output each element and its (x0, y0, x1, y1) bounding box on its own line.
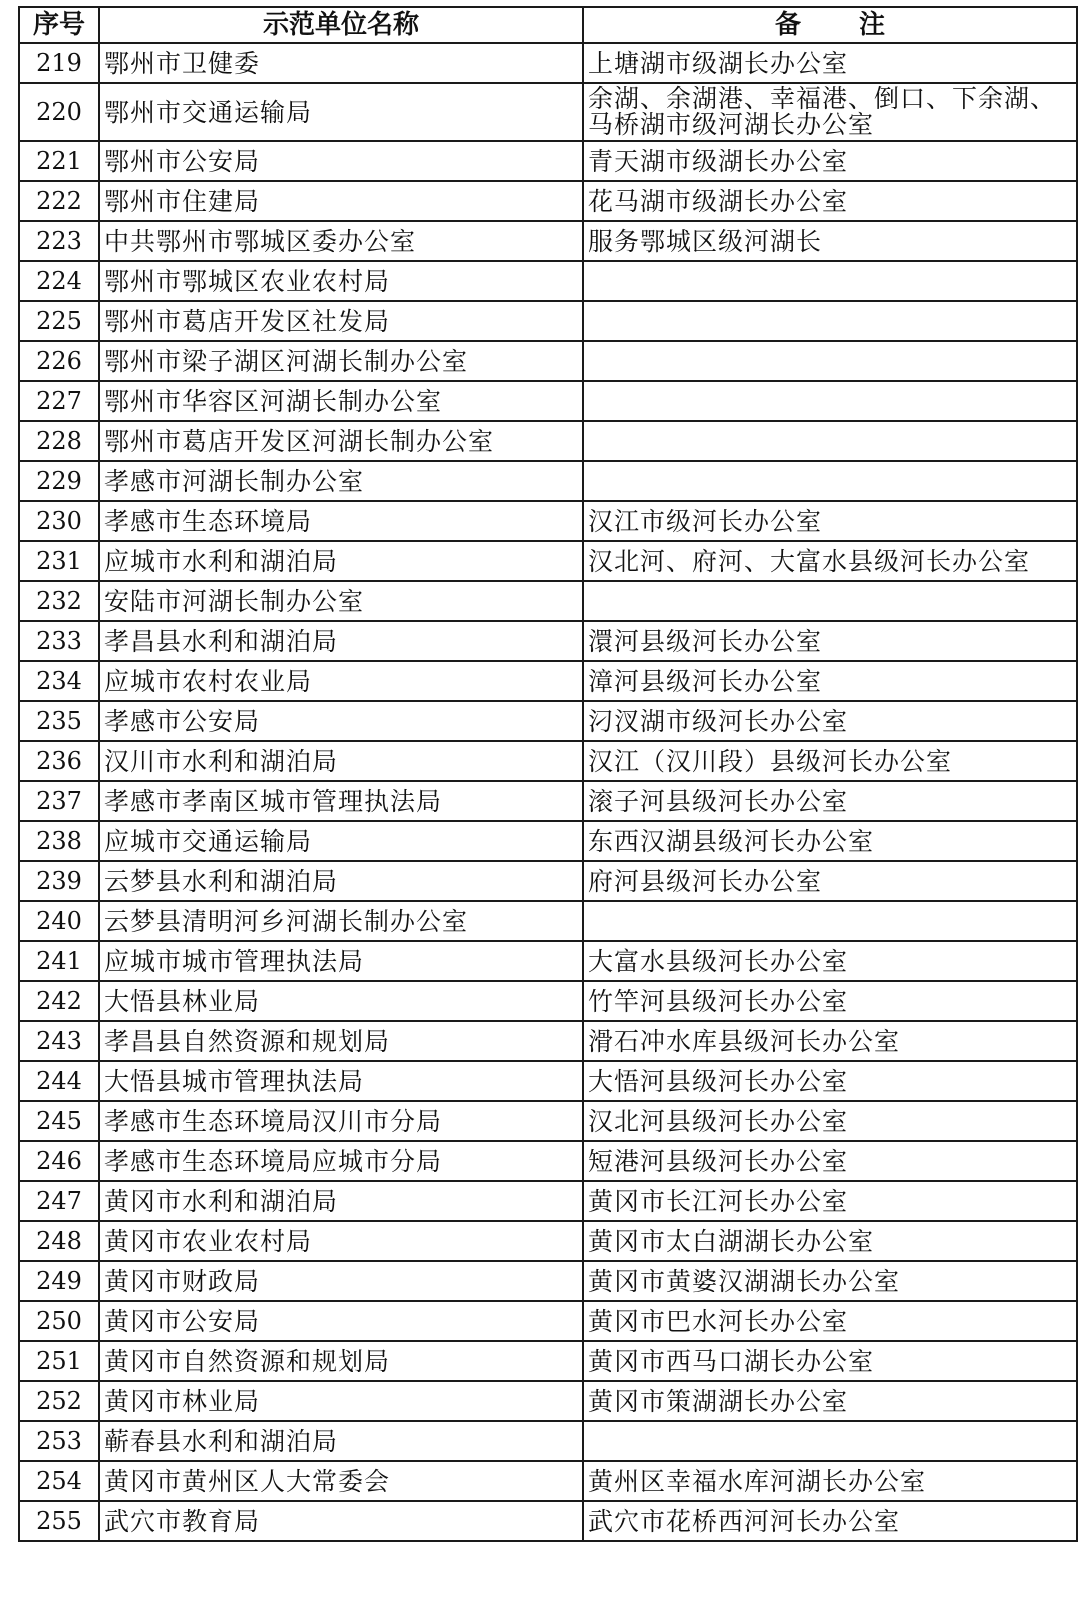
document-page (18, 6, 1076, 1542)
unit-name: 鄂州市梁子湖区河湖长制办公室 (99, 341, 583, 381)
table-row (19, 301, 1077, 341)
table-row (19, 181, 1077, 221)
unit-name: 应城市水利和湖泊局 (99, 541, 583, 581)
row-number: 220 (19, 83, 99, 141)
unit-name: 孝昌县水利和湖泊局 (99, 621, 583, 661)
remark (583, 1421, 1077, 1461)
unit-name: 鄂州市公安局 (99, 141, 583, 181)
table-body (19, 43, 1077, 1541)
row-number: 245 (19, 1101, 99, 1141)
table-row (19, 541, 1077, 581)
unit-name: 鄂州市华容区河湖长制办公室 (99, 381, 583, 421)
table-row (19, 1221, 1077, 1261)
table-row (19, 1141, 1077, 1181)
table-row (19, 781, 1077, 821)
table-row (19, 501, 1077, 541)
remark (583, 261, 1077, 301)
remark (583, 341, 1077, 381)
table-row (19, 341, 1077, 381)
remark: 东西汉湖县级河长办公室 (583, 821, 1077, 861)
row-number: 227 (19, 381, 99, 421)
remark: 武穴市花桥西河河长办公室 (583, 1501, 1077, 1541)
unit-name: 孝感市孝南区城市管理执法局 (99, 781, 583, 821)
remark (583, 301, 1077, 341)
row-number: 249 (19, 1261, 99, 1301)
remark: 短港河县级河长办公室 (583, 1141, 1077, 1181)
unit-name: 鄂州市葛店开发区社发局 (99, 301, 583, 341)
unit-name: 黄冈市林业局 (99, 1381, 583, 1421)
row-number: 255 (19, 1501, 99, 1541)
remark: 汈汊湖市级河长办公室 (583, 701, 1077, 741)
row-number: 248 (19, 1221, 99, 1261)
unit-name: 鄂州市葛店开发区河湖长制办公室 (99, 421, 583, 461)
row-number: 236 (19, 741, 99, 781)
table-row (19, 221, 1077, 261)
unit-name: 云梦县清明河乡河湖长制办公室 (99, 901, 583, 941)
table-row (19, 1461, 1077, 1501)
remark: 汉北河、府河、大富水县级河长办公室 (583, 541, 1077, 581)
table-row (19, 1261, 1077, 1301)
table-row (19, 1021, 1077, 1061)
header-remarks-right: 注 (859, 10, 886, 40)
remark (583, 381, 1077, 421)
unit-name: 大悟县城市管理执法局 (99, 1061, 583, 1101)
remark: 黄州区幸福水库河湖长办公室 (583, 1461, 1077, 1501)
remark: 竹竿河县级河长办公室 (583, 981, 1077, 1021)
row-number: 219 (19, 43, 99, 83)
row-number: 252 (19, 1381, 99, 1421)
unit-name: 孝感市河湖长制办公室 (99, 461, 583, 501)
table-row (19, 1421, 1077, 1461)
unit-name: 黄冈市财政局 (99, 1261, 583, 1301)
remark: 府河县级河长办公室 (583, 861, 1077, 901)
row-number: 222 (19, 181, 99, 221)
remark: 漳河县级河长办公室 (583, 661, 1077, 701)
unit-name: 孝感市生态环境局应城市分局 (99, 1141, 583, 1181)
header-remarks-left: 备 (774, 10, 801, 40)
row-number: 241 (19, 941, 99, 981)
unit-name: 安陆市河湖长制办公室 (99, 581, 583, 621)
table-row (19, 941, 1077, 981)
row-number: 254 (19, 1461, 99, 1501)
table-row (19, 43, 1077, 83)
remark: 滚子河县级河长办公室 (583, 781, 1077, 821)
row-number: 234 (19, 661, 99, 701)
row-number: 237 (19, 781, 99, 821)
row-number: 244 (19, 1061, 99, 1101)
row-number: 246 (19, 1141, 99, 1181)
table-row (19, 461, 1077, 501)
remark: 上塘湖市级湖长办公室 (583, 43, 1077, 83)
remark: 服务鄂城区级河湖长 (583, 221, 1077, 261)
header-no: 序号 (19, 7, 99, 43)
table-row (19, 421, 1077, 461)
row-number: 223 (19, 221, 99, 261)
row-number: 233 (19, 621, 99, 661)
table-row (19, 1381, 1077, 1421)
remark: 汉江市级河长办公室 (583, 501, 1077, 541)
row-number: 221 (19, 141, 99, 181)
unit-name: 武穴市教育局 (99, 1501, 583, 1541)
table-row (19, 83, 1077, 141)
remark: 黄冈市太白湖湖长办公室 (583, 1221, 1077, 1261)
unit-name: 黄冈市自然资源和规划局 (99, 1341, 583, 1381)
unit-name: 鄂州市住建局 (99, 181, 583, 221)
unit-name: 鄂州市鄂城区农业农村局 (99, 261, 583, 301)
remark: 黄冈市策湖湖长办公室 (583, 1381, 1077, 1421)
table-row (19, 381, 1077, 421)
row-number: 228 (19, 421, 99, 461)
table-row (19, 1061, 1077, 1101)
row-number: 243 (19, 1021, 99, 1061)
table-row (19, 1501, 1077, 1541)
unit-name: 汉川市水利和湖泊局 (99, 741, 583, 781)
unit-name: 大悟县林业局 (99, 981, 583, 1021)
row-number: 230 (19, 501, 99, 541)
remark: 汉北河县级河长办公室 (583, 1101, 1077, 1141)
row-number: 229 (19, 461, 99, 501)
remark: 花马湖市级湖长办公室 (583, 181, 1077, 221)
table-row (19, 581, 1077, 621)
table-row (19, 1301, 1077, 1341)
row-number: 235 (19, 701, 99, 741)
remark: 余湖、余湖港、幸福港、倒口、下余湖、马桥湖市级河湖长办公室 (583, 83, 1077, 141)
table-row (19, 141, 1077, 181)
remark: 大悟河县级河长办公室 (583, 1061, 1077, 1101)
row-number: 242 (19, 981, 99, 1021)
row-number: 238 (19, 821, 99, 861)
remark: 大富水县级河长办公室 (583, 941, 1077, 981)
unit-name: 孝感市生态环境局 (99, 501, 583, 541)
row-number: 231 (19, 541, 99, 581)
remark: 黄冈市黄婆汉湖湖长办公室 (583, 1261, 1077, 1301)
unit-name: 云梦县水利和湖泊局 (99, 861, 583, 901)
table-row (19, 901, 1077, 941)
remark (583, 461, 1077, 501)
table-row (19, 1101, 1077, 1141)
row-number: 253 (19, 1421, 99, 1461)
remark (583, 901, 1077, 941)
header-unit-name: 示范单位名称 (99, 7, 583, 43)
remark: 澴河县级河长办公室 (583, 621, 1077, 661)
unit-name: 蕲春县水利和湖泊局 (99, 1421, 583, 1461)
row-number: 232 (19, 581, 99, 621)
row-number: 250 (19, 1301, 99, 1341)
unit-name: 孝感市生态环境局汉川市分局 (99, 1101, 583, 1141)
header-row (19, 7, 1077, 43)
remark: 黄冈市巴水河长办公室 (583, 1301, 1077, 1341)
unit-name: 应城市农村农业局 (99, 661, 583, 701)
table-row (19, 741, 1077, 781)
unit-name: 中共鄂州市鄂城区委办公室 (99, 221, 583, 261)
unit-name: 孝昌县自然资源和规划局 (99, 1021, 583, 1061)
unit-name: 孝感市公安局 (99, 701, 583, 741)
unit-name: 应城市城市管理执法局 (99, 941, 583, 981)
unit-name: 黄冈市水利和湖泊局 (99, 1181, 583, 1221)
unit-name: 黄冈市黄州区人大常委会 (99, 1461, 583, 1501)
row-number: 247 (19, 1181, 99, 1221)
table-row (19, 981, 1077, 1021)
unit-name: 黄冈市农业农村局 (99, 1221, 583, 1261)
table-row (19, 1341, 1077, 1381)
table-row (19, 621, 1077, 661)
remark: 滑石冲水库县级河长办公室 (583, 1021, 1077, 1061)
demonstration-units-table (18, 6, 1078, 1542)
unit-name: 鄂州市交通运输局 (99, 83, 583, 141)
row-number: 251 (19, 1341, 99, 1381)
table-row (19, 821, 1077, 861)
unit-name: 鄂州市卫健委 (99, 43, 583, 83)
unit-name: 应城市交通运输局 (99, 821, 583, 861)
row-number: 225 (19, 301, 99, 341)
remark (583, 421, 1077, 461)
row-number: 226 (19, 341, 99, 381)
table-header (19, 7, 1077, 43)
remark: 黄冈市长江河长办公室 (583, 1181, 1077, 1221)
table-row (19, 1181, 1077, 1221)
header-remarks (583, 7, 1077, 43)
remark: 青天湖市级湖长办公室 (583, 141, 1077, 181)
remark: 黄冈市西马口湖长办公室 (583, 1341, 1077, 1381)
table-row (19, 861, 1077, 901)
table-row (19, 261, 1077, 301)
table-row (19, 661, 1077, 701)
row-number: 224 (19, 261, 99, 301)
remark (583, 581, 1077, 621)
table-row (19, 701, 1077, 741)
remark: 汉江（汉川段）县级河长办公室 (583, 741, 1077, 781)
row-number: 239 (19, 861, 99, 901)
row-number: 240 (19, 901, 99, 941)
unit-name: 黄冈市公安局 (99, 1301, 583, 1341)
